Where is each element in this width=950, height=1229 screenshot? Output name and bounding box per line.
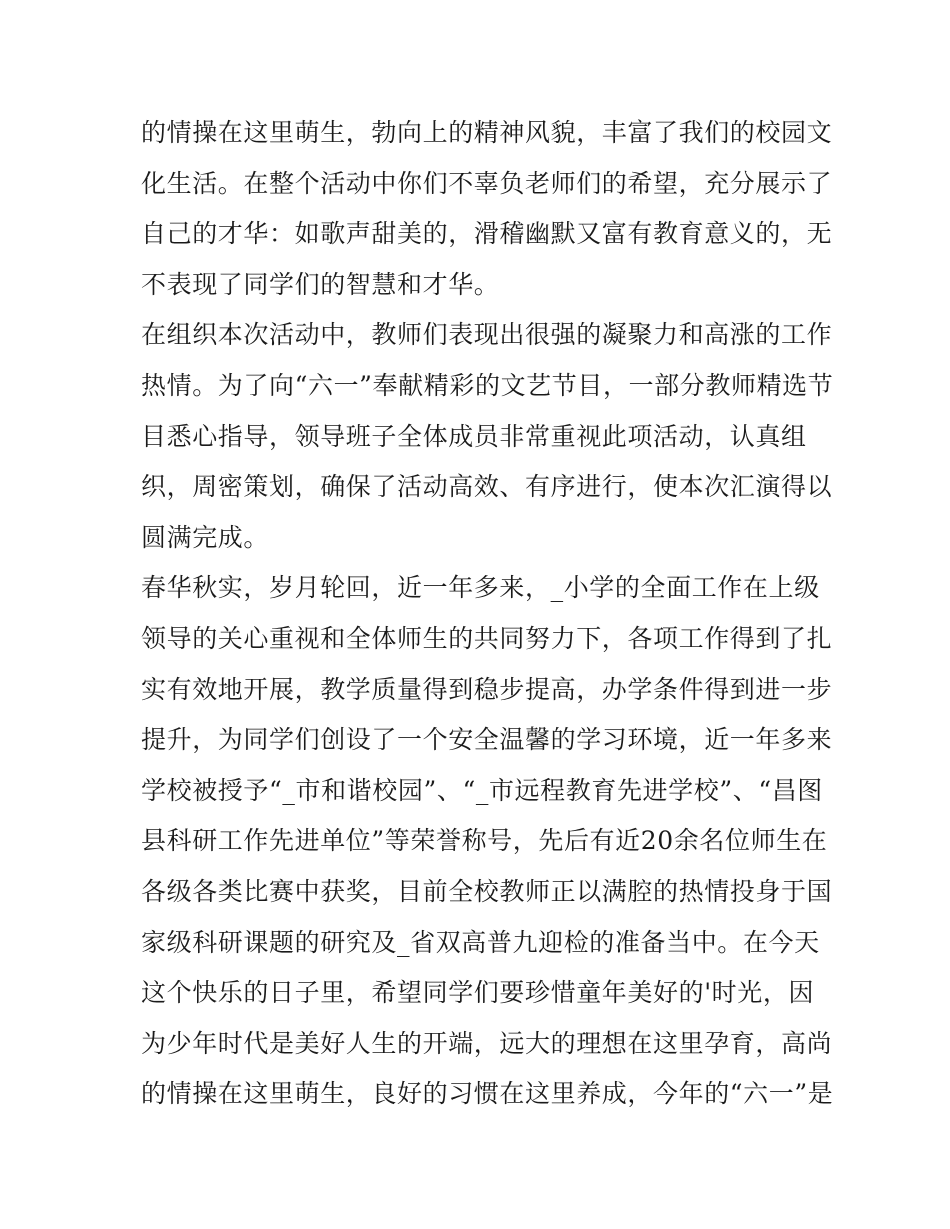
text-line: 目悉心指导，领导班子全体成员非常重视此项活动，认真组 — [141, 421, 807, 451]
text-line: 这个快乐的日子里，希望同学们要珍惜童年美好的'时光，因 — [141, 978, 815, 1008]
text-line: 家级科研课题的研究及_省双高普九迎检的准备当中。在今天 — [141, 927, 820, 957]
text-line: 织，周密策划，确保了活动高效、有序进行，使本次汇演得以 — [141, 472, 833, 502]
text-line: 提升，为同学们创设了一个安全温馨的学习环境，近一年多来 — [141, 725, 833, 755]
text-line: 热情。为了向“六一”奉献精彩的文艺节目，一部分教师精选节 — [141, 370, 834, 400]
text-line: 化生活。在整个活动中你们不辜负老师们的希望，充分展示了 — [141, 168, 833, 198]
text-line: 的情操在这里萌生，勃向上的精神风貌，丰富了我们的校园文 — [141, 118, 833, 147]
text-line: 实有效地开展，教学质量得到稳步提高，办学条件得到进一步 — [141, 674, 833, 704]
text-line: 领导的关心重视和全体师生的共同努力下，各项工作得到了扎 — [141, 623, 833, 653]
text-line: 在组织本次活动中，教师们表现出很强的凝聚力和高涨的工作 — [141, 320, 833, 350]
text-line: 县科研工作先进单位”等荣誉称号，先后有近20余名位师生在 — [141, 826, 828, 856]
text-line: 的情操在这里萌生，良好的习惯在这里养成，今年的“六一”是 — [141, 1079, 834, 1109]
text-line: 不表现了同学们的智慧和才华。 — [141, 269, 500, 299]
text-line: 春华秋实，岁月轮回，近一年多来，_小学的全面工作在上级 — [141, 573, 820, 603]
text-line: 各级各类比赛中获奖，目前全校教师正以满腔的热情投身于国 — [141, 876, 833, 906]
text-line: 自己的才华：如歌声甜美的，滑稽幽默又富有教育意义的，无 — [141, 219, 833, 249]
text-line: 为少年时代是美好人生的开端，远大的理想在这里孕育，高尚 — [141, 1028, 833, 1058]
text-line: 学校被授予“_市和谐校园”、“_市远程教育先进学校”、“昌图 — [141, 775, 823, 805]
body-text — [141, 108, 834, 1120]
text-line: 圆满完成。 — [141, 522, 270, 552]
